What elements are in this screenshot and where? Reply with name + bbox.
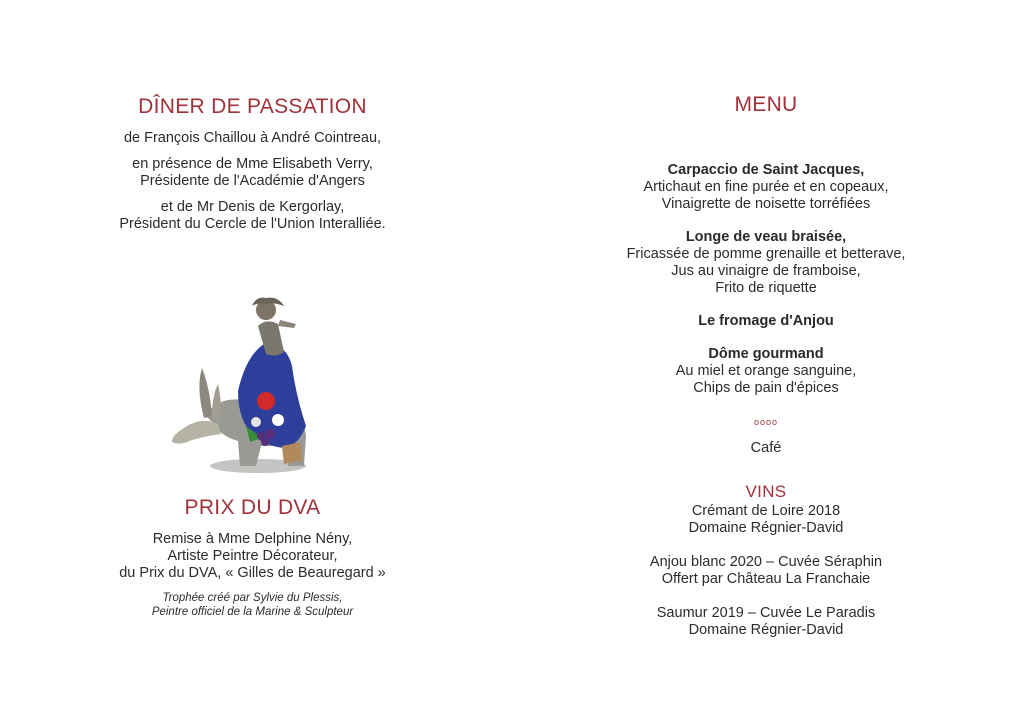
- course-line: Frito de riquette: [715, 280, 817, 296]
- course-line: Au miel et orange sanguine,: [675, 363, 857, 379]
- intro-line: Présidente de l'Académie d'Angers: [140, 173, 365, 189]
- course-item: [512, 162, 1020, 213]
- wine-line: Crémant de Loire 2018: [691, 503, 841, 519]
- intro-block-1: [0, 130, 505, 147]
- credit-line: Peintre officiel de la Marine & Sculpteur: [151, 606, 354, 618]
- decorative-dots: oooo: [753, 417, 779, 427]
- course-title: Carpaccio de Saint Jacques,: [667, 162, 865, 178]
- course-line: Jus au vinaigre de framboise,: [671, 263, 861, 279]
- cafe-line: Café: [750, 440, 782, 456]
- course-title: Longe de veau braisée,: [685, 229, 847, 245]
- dinner-heading: DÎNER DE PASSATION: [138, 95, 367, 118]
- wine-item: [512, 503, 1020, 537]
- intro-line: en présence de Mme Elisabeth Verry,: [132, 156, 373, 172]
- course-title: Dôme gourmand: [708, 346, 824, 362]
- course-item: [512, 229, 1020, 297]
- prize-heading: PRIX DU DVA: [184, 496, 321, 519]
- menu-courses: [512, 162, 1020, 413]
- intro-line: de François Chaillou à André Cointreau,: [123, 130, 382, 146]
- course-line: Artichaut en fine purée et en copeaux,: [643, 179, 889, 195]
- trophy-sculpture-image: [166, 296, 326, 474]
- course-line: Fricassée de pomme grenaille et betterave,: [626, 246, 906, 262]
- intro-line: et de Mr Denis de Kergorlay,: [160, 199, 345, 215]
- intro-block-2: [0, 156, 505, 190]
- wines-heading: VINS: [745, 482, 787, 501]
- wine-item: [512, 554, 1020, 588]
- dinner-intro: [0, 130, 505, 242]
- trophy-credit: [0, 591, 505, 619]
- right-page: [512, 0, 1024, 722]
- wine-item: [512, 605, 1020, 639]
- prize-description: [0, 531, 505, 582]
- wine-line: Domaine Régnier-David: [688, 520, 844, 536]
- wine-line: Anjou blanc 2020 – Cuvée Séraphin: [649, 554, 883, 570]
- course-title: Le fromage d'Anjou: [698, 313, 834, 329]
- credit-line: Trophée créé par Sylvie du Plessis,: [162, 592, 343, 604]
- intro-line: Président du Cercle de l'Union Interalliée.: [119, 216, 386, 232]
- prize-line: du Prix du DVA, « Gilles de Beauregard »: [119, 565, 386, 581]
- course-line: Chips de pain d'épices: [693, 380, 839, 396]
- menu-heading: MENU: [734, 93, 798, 116]
- course-line: Vinaigrette de noisette torréfiées: [661, 196, 871, 212]
- prize-line: Artiste Peintre Décorateur,: [167, 548, 338, 564]
- wine-list: [512, 503, 1020, 656]
- wine-line: Domaine Régnier-David: [688, 622, 844, 638]
- intro-block-3: [0, 199, 505, 233]
- prize-line: Remise à Mme Delphine Nény,: [152, 531, 353, 547]
- course-item: [512, 346, 1020, 397]
- wine-line: Offert par Château La Franchaie: [661, 571, 871, 587]
- wine-line: Saumur 2019 – Cuvée Le Paradis: [656, 605, 876, 621]
- course-item: [512, 313, 1020, 330]
